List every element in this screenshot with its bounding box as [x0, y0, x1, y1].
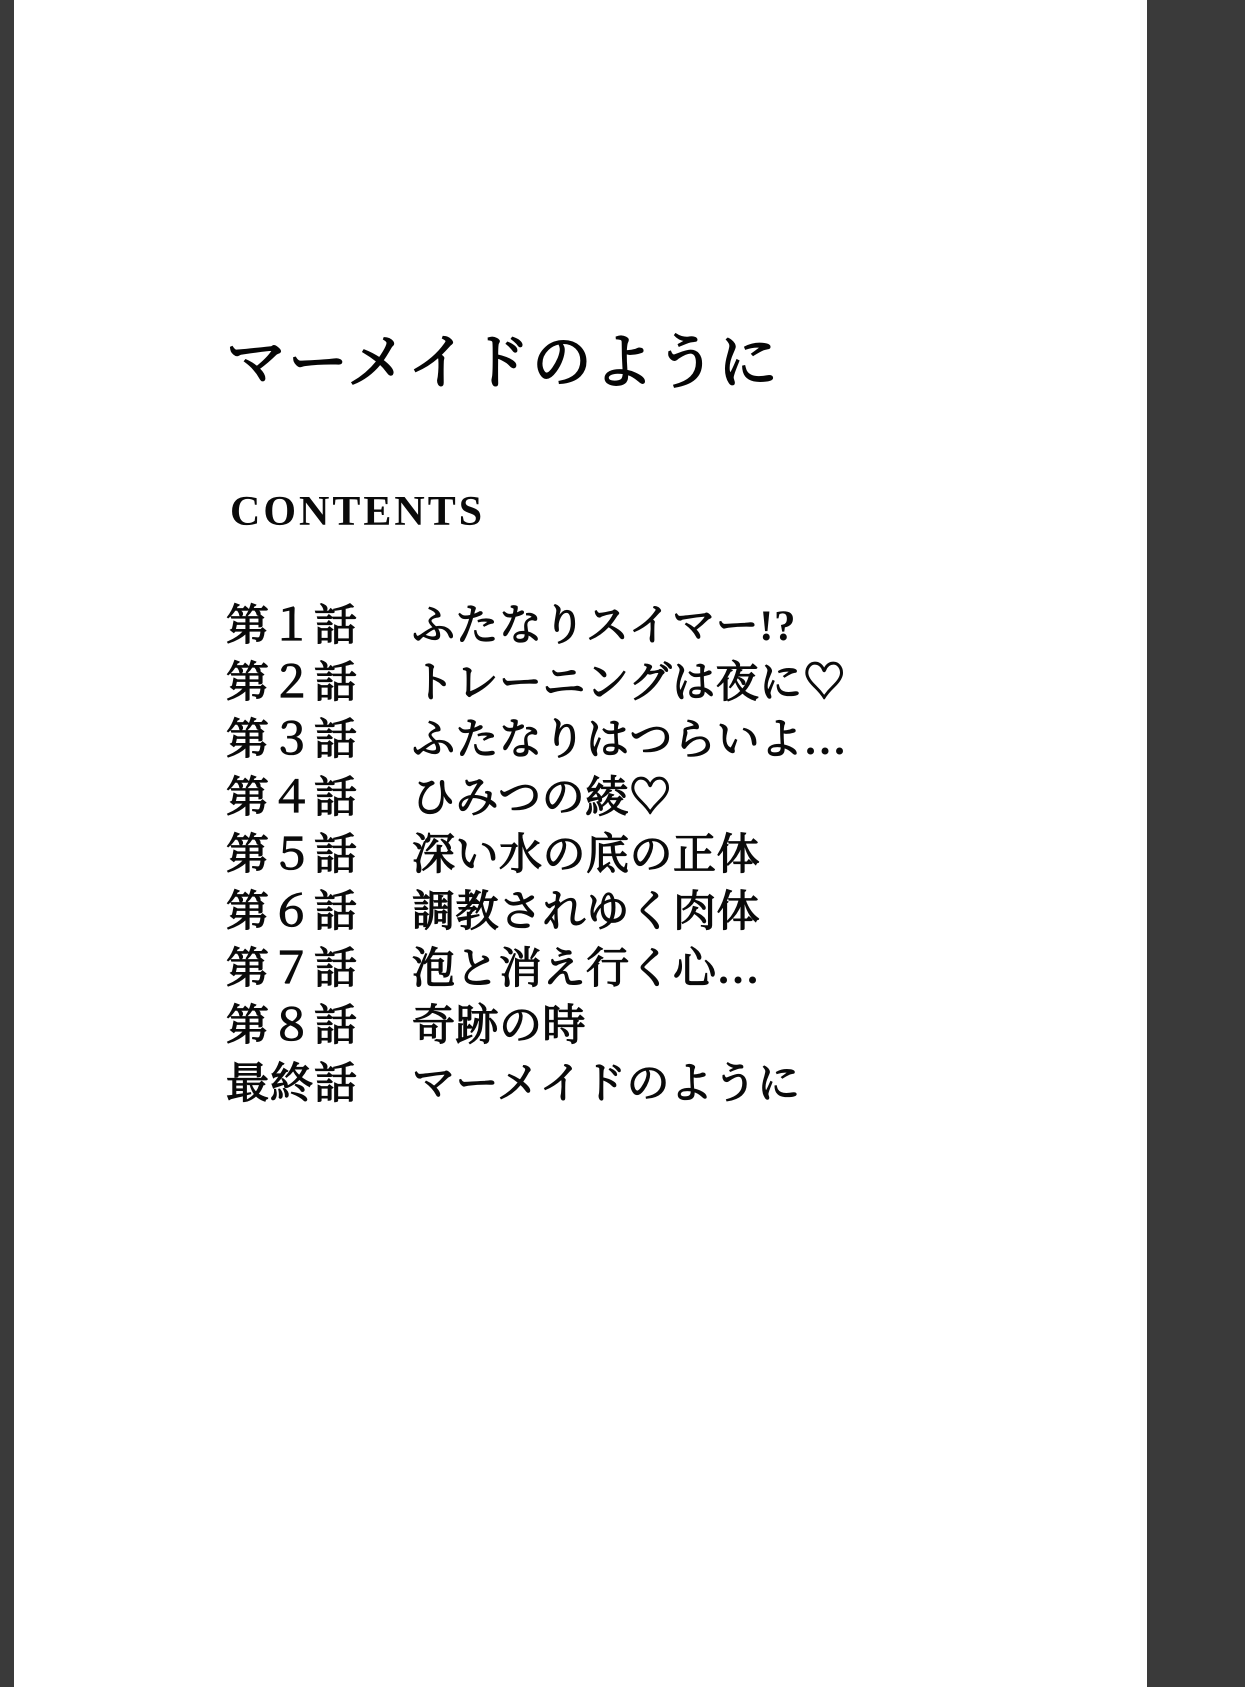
toc-chapter-label: 第４話	[226, 774, 358, 822]
toc-chapter-label: 第２話	[226, 660, 358, 708]
list-item[interactable]	[226, 655, 1046, 712]
toc-chapter-title: トレーニングは夜に♡	[412, 660, 847, 708]
toc-chapter-title: ふたなりはつらいよ…	[412, 717, 847, 765]
toc-chapter-title: 深い水の底の正体	[412, 831, 760, 879]
page-title: マーメイドのように	[226, 330, 780, 396]
list-item[interactable]	[226, 712, 1046, 769]
toc-chapter-label: 第１話	[226, 603, 358, 650]
list-item[interactable]	[226, 770, 1046, 827]
contents-heading: CONTENTS	[230, 489, 486, 535]
toc-chapter-title: 奇跡の時	[412, 1003, 586, 1051]
contents-page-block	[226, 330, 1046, 1113]
toc-chapter-label: 第６話	[226, 888, 358, 936]
toc-chapter-title: ふたなりスイマー!?	[412, 603, 796, 650]
toc-chapter-title: 泡と消え行く心…	[412, 946, 760, 994]
toc-chapter-title: ひみつの綾♡	[412, 774, 673, 822]
list-item[interactable]	[226, 827, 1046, 884]
table-of-contents-list	[226, 598, 1046, 1113]
toc-chapter-label: 第８話	[226, 1003, 358, 1051]
list-item[interactable]	[226, 941, 1046, 998]
toc-chapter-title: マーメイドのように	[412, 1060, 801, 1108]
list-item[interactable]	[226, 598, 1046, 655]
toc-chapter-label: 第３話	[226, 717, 358, 765]
toc-chapter-label: 第７話	[226, 946, 358, 994]
list-item[interactable]	[226, 884, 1046, 941]
toc-chapter-label: 第５話	[226, 831, 358, 879]
page-sheet	[14, 0, 1147, 1687]
toc-chapter-title: 調教されゆく肉体	[412, 888, 760, 936]
toc-chapter-label: 最終話	[226, 1060, 358, 1108]
list-item[interactable]	[226, 998, 1046, 1055]
list-item[interactable]	[226, 1056, 1046, 1113]
page-right-margin	[1147, 0, 1245, 1687]
